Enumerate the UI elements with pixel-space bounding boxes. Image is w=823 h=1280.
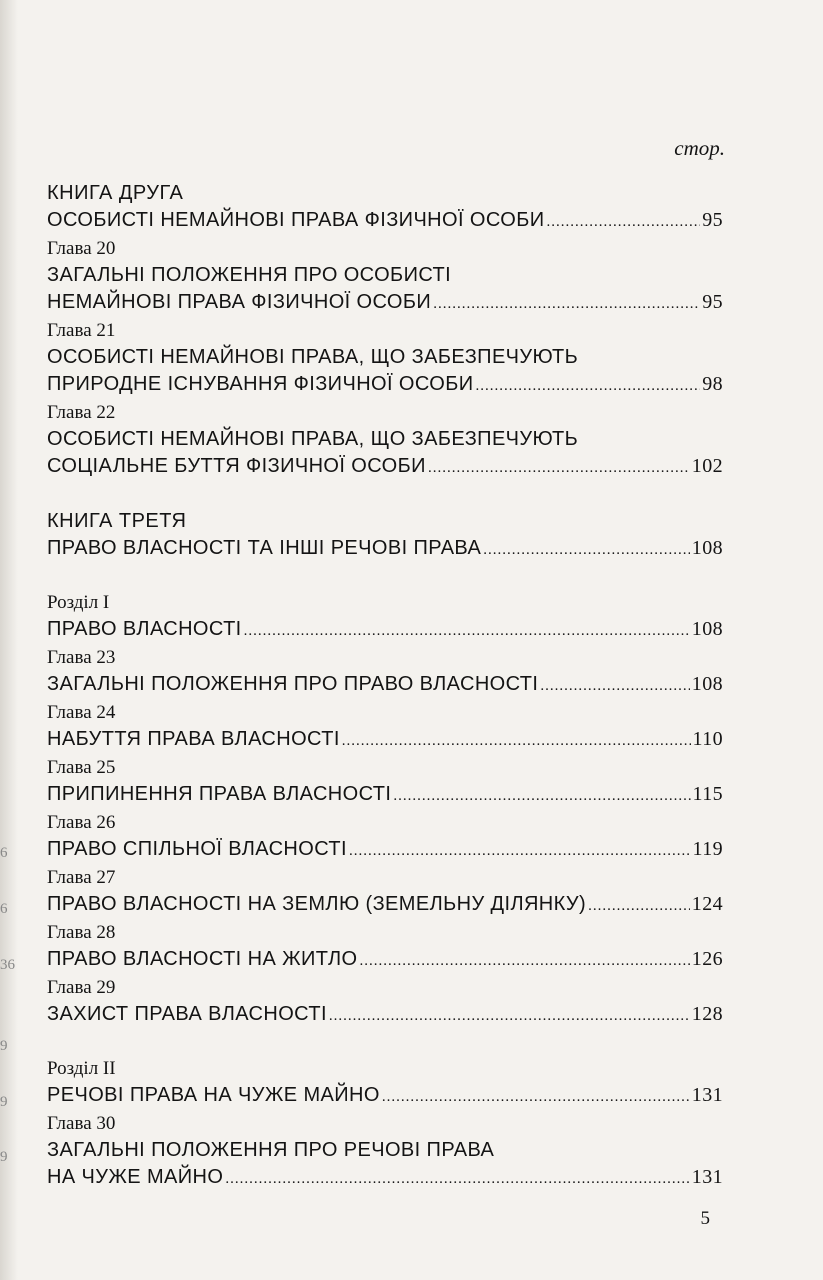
page-number: 5 — [700, 1208, 710, 1229]
toc-entry-page: 110 — [692, 728, 723, 750]
book-heading: КНИГА ДРУГА — [47, 182, 184, 204]
dot-leader — [342, 728, 691, 755]
toc-entry-page: 95 — [702, 291, 723, 313]
section-label: Розділ I — [47, 592, 110, 613]
margin-mark: 9 — [0, 1038, 8, 1054]
dot-leader — [349, 838, 691, 865]
toc-entry[interactable] — [47, 1164, 723, 1193]
chapter-label: Глава 22 — [47, 402, 116, 423]
toc-entry-title-line: ЗАГАЛЬНІ ПОЛОЖЕННЯ ПРО ОСОБИСТІ — [47, 264, 452, 286]
dot-leader — [588, 893, 690, 920]
toc-entry[interactable] — [47, 671, 723, 700]
toc-entry[interactable] — [47, 946, 723, 975]
toc-entry[interactable] — [47, 453, 723, 482]
toc-entry[interactable] — [47, 1001, 723, 1030]
dot-leader — [433, 291, 700, 318]
spacer — [47, 1030, 723, 1056]
toc-entry-page: 95 — [702, 209, 723, 231]
toc-entry-title: СОЦІАЛЬНЕ БУТТЯ ФІЗИЧНОЇ ОСОБИ — [47, 455, 426, 477]
toc-entry-title-line: ОСОБИСТІ НЕМАЙНОВІ ПРАВА, ЩО ЗАБЕЗПЕЧУЮТЬ — [47, 428, 579, 450]
toc-entry-title: ПРИРОДНЕ ІСНУВАННЯ ФІЗИЧНОЇ ОСОБИ — [47, 373, 474, 395]
toc-entry-page: 108 — [691, 618, 723, 640]
toc-entry-title: ЗАГАЛЬНІ ПОЛОЖЕННЯ ПРО ПРАВО ВЛАСНОСТІ — [47, 673, 539, 695]
dot-leader — [483, 537, 690, 564]
toc-entry-title: НАБУТТЯ ПРАВА ВЛАСНОСТІ — [47, 728, 340, 750]
toc-entry[interactable] — [47, 289, 723, 318]
margin-mark: 6 — [0, 901, 8, 917]
toc-entry-page: 128 — [691, 1003, 723, 1025]
toc-entry-page: 102 — [691, 455, 723, 477]
toc-entry-title: ПРАВО ВЛАСНОСТІ — [47, 618, 242, 640]
spacer — [47, 482, 723, 508]
page-edge — [0, 0, 18, 1280]
dot-leader — [244, 618, 690, 645]
chapter-label: Глава 30 — [47, 1113, 116, 1134]
toc-entry[interactable] — [47, 726, 723, 755]
dot-leader — [329, 1003, 690, 1030]
toc-entry-title: ОСОБИСТІ НЕМАЙНОВІ ПРАВА ФІЗИЧНОЇ ОСОБИ — [47, 209, 545, 231]
chapter-label: Глава 29 — [47, 977, 116, 998]
dot-leader — [393, 783, 690, 810]
toc-entry[interactable] — [47, 781, 723, 810]
toc-entry-page: 119 — [692, 838, 723, 860]
dot-leader — [540, 673, 689, 700]
chapter-label: Глава 23 — [47, 647, 116, 668]
table-of-contents — [47, 180, 723, 1193]
toc-entry-title-line: ЗАГАЛЬНІ ПОЛОЖЕННЯ ПРО РЕЧОВІ ПРАВА — [47, 1139, 495, 1161]
toc-entry-title: НА ЧУЖЕ МАЙНО — [47, 1166, 224, 1188]
toc-entry[interactable] — [47, 207, 723, 236]
toc-entry-title: ПРАВО ВЛАСНОСТІ НА ЖИТЛО — [47, 948, 358, 970]
toc-entry-page: 108 — [691, 673, 723, 695]
toc-entry-page: 98 — [702, 373, 723, 395]
toc-entry-page: 115 — [692, 783, 723, 805]
toc-entry-title: ПРИПИНЕННЯ ПРАВА ВЛАСНОСТІ — [47, 783, 392, 805]
margin-mark: 6 — [0, 845, 8, 861]
dot-leader — [428, 455, 690, 482]
toc-entry[interactable] — [47, 836, 723, 865]
chapter-label: Глава 20 — [47, 238, 116, 259]
toc-entry-page: 131 — [691, 1166, 723, 1188]
toc-entry[interactable] — [47, 616, 723, 645]
toc-entry-title: НЕМАЙНОВІ ПРАВА ФІЗИЧНОЇ ОСОБИ — [47, 291, 432, 313]
toc-entry[interactable] — [47, 891, 723, 920]
chapter-label: Глава 26 — [47, 812, 116, 833]
dot-leader — [382, 1084, 690, 1111]
toc-entry[interactable] — [47, 371, 723, 400]
dot-leader — [547, 209, 701, 236]
margin-mark: 9 — [0, 1149, 8, 1165]
toc-entry-page: 124 — [691, 893, 723, 915]
chapter-label: Глава 28 — [47, 922, 116, 943]
toc-entry-title: ПРАВО ВЛАСНОСТІ ТА ІНШІ РЕЧОВІ ПРАВА — [47, 537, 482, 559]
book-heading: КНИГА ТРЕТЯ — [47, 510, 187, 532]
page-column-label: стор. — [674, 136, 725, 160]
toc-entry-title: ЗАХИСТ ПРАВА ВЛАСНОСТІ — [47, 1003, 327, 1025]
chapter-label: Глава 21 — [47, 320, 116, 341]
margin-mark: 9 — [0, 1094, 8, 1110]
spacer — [47, 564, 723, 590]
chapter-label: Глава 24 — [47, 702, 116, 723]
toc-entry-page: 108 — [691, 537, 723, 559]
chapter-label: Глава 27 — [47, 867, 116, 888]
dot-leader — [476, 373, 701, 400]
dot-leader — [359, 948, 689, 975]
toc-entry-title: ПРАВО СПІЛЬНОЇ ВЛАСНОСТІ — [47, 838, 347, 860]
toc-entry[interactable] — [47, 1082, 723, 1111]
margin-mark: 36 — [0, 957, 15, 973]
chapter-label: Глава 25 — [47, 757, 116, 778]
toc-entry[interactable] — [47, 535, 723, 564]
section-label: Розділ II — [47, 1058, 116, 1079]
toc-entry-title: РЕЧОВІ ПРАВА НА ЧУЖЕ МАЙНО — [47, 1084, 380, 1106]
toc-entry-title: ПРАВО ВЛАСНОСТІ НА ЗЕМЛЮ (ЗЕМЕЛЬНУ ДІЛЯНКУ) — [47, 893, 587, 915]
dot-leader — [225, 1166, 689, 1193]
toc-entry-page: 126 — [691, 948, 723, 970]
toc-entry-title-line: ОСОБИСТІ НЕМАЙНОВІ ПРАВА, ЩО ЗАБЕЗПЕЧУЮТЬ — [47, 346, 579, 368]
toc-entry-page: 131 — [691, 1084, 723, 1106]
